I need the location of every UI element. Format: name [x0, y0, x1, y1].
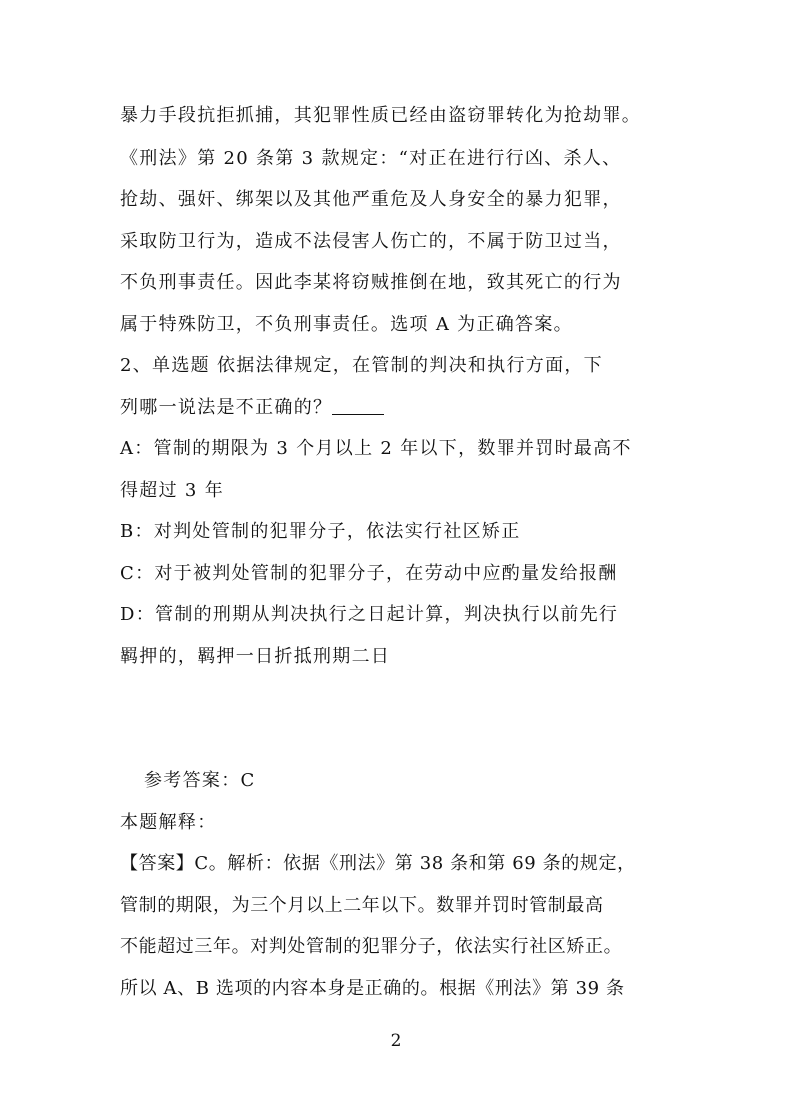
paragraph-line: 暴力手段抗拒抓捕，其犯罪性质已经由盗窃罪转化为抢劫罪。	[120, 105, 642, 126]
paragraph-line: 采取防卫行为，造成不法侵害人伤亡的，不属于防卫过当，	[120, 231, 622, 252]
option-a: A：管制的期限为 3 个月以上 2 年以下，数罪并罚时最高不	[120, 438, 632, 459]
paragraph-line: 不负刑事责任。因此李某将窃贼推倒在地，致其死亡的行为	[120, 272, 622, 293]
reference-answer: 参考答案：C	[144, 770, 256, 791]
page-number: 2	[390, 1031, 402, 1051]
explanation-line: 不能超过三年。对判处管制的犯罪分子，依法实行社区矫正。	[120, 936, 623, 957]
option-c: C：对于被判处管制的犯罪分子，在劳动中应酌量发给报酬	[120, 563, 618, 584]
option-b: B：对判处管制的犯罪分子，依法实行社区矫正	[120, 521, 521, 542]
option-d: D：管制的刑期从判决执行之日起计算，判决执行以前先行	[120, 604, 619, 625]
explanation-line: 管制的期限，为三个月以上二年以下。数罪并罚时管制最高	[120, 895, 604, 916]
question-stem: 2、单选题 依据法律规定，在管制的判决和执行方面，下	[120, 355, 603, 376]
paragraph-line: 抢劫、强奸、绑架以及其他严重危及人身安全的暴力犯罪，	[120, 189, 622, 210]
option-a-continued: 得超过 3 年	[120, 480, 224, 501]
paragraph-line: 《刑法》第 20 条第 3 款规定：“对正在进行行凶、杀人、	[120, 148, 622, 169]
question-stem-continued	[120, 396, 384, 420]
option-d-continued: 羁押的，羁押一日折抵刑期二日	[120, 646, 391, 667]
explanation-title: 本题解释：	[120, 812, 217, 833]
answer-blank	[332, 398, 384, 415]
paragraph-line: 属于特殊防卫，不负刑事责任。选项 A 为正确答案。	[120, 314, 573, 335]
explanation-line: 所以 A、B 选项的内容本身是正确的。根据《刑法》第 39 条	[120, 978, 625, 999]
question-stem-text: 列哪一说法是不正确的？	[120, 397, 333, 418]
explanation-line: 【答案】C。解析：依据《刑法》第 38 条和第 69 条的规定，	[120, 853, 636, 874]
